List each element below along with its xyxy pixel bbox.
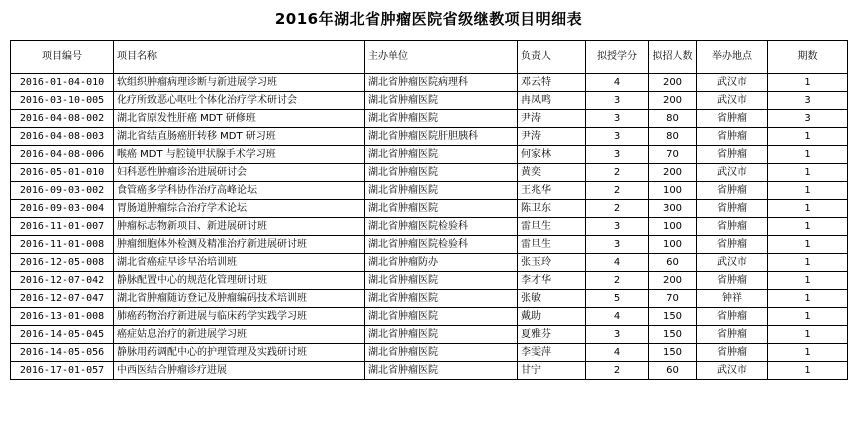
cell-owner: 王兆华 bbox=[518, 182, 586, 200]
cell-periods: 1 bbox=[768, 146, 848, 164]
table-row bbox=[11, 290, 848, 308]
cell-location: 省肿瘤 bbox=[697, 344, 768, 362]
cell-credits: 2 bbox=[586, 164, 649, 182]
cell-enroll: 150 bbox=[649, 326, 697, 344]
cell-credits: 3 bbox=[586, 110, 649, 128]
cell-name: 胃肠道肿瘤综合治疗学术论坛 bbox=[114, 200, 365, 218]
cell-host: 湖北省肿瘤医院病理科 bbox=[365, 74, 518, 92]
cell-location: 省肿瘤 bbox=[697, 236, 768, 254]
cell-code: 2016-17-01-057 bbox=[11, 362, 114, 380]
table-row bbox=[11, 128, 848, 146]
cell-code: 2016-03-10-005 bbox=[11, 92, 114, 110]
cell-periods: 1 bbox=[768, 362, 848, 380]
cell-host: 湖北省肿瘤医院 bbox=[365, 200, 518, 218]
cell-owner: 张玉玲 bbox=[518, 254, 586, 272]
header-location: 举办地点 bbox=[697, 41, 768, 74]
cell-host: 湖北省肿瘤医院检验科 bbox=[365, 218, 518, 236]
cell-location: 武汉市 bbox=[697, 92, 768, 110]
table-row bbox=[11, 344, 848, 362]
cell-name: 食管癌多学科协作治疗高峰论坛 bbox=[114, 182, 365, 200]
cell-location: 钟祥 bbox=[697, 290, 768, 308]
cell-code: 2016-12-05-008 bbox=[11, 254, 114, 272]
cell-periods: 3 bbox=[768, 92, 848, 110]
table-row bbox=[11, 146, 848, 164]
cell-name: 妇科恶性肿瘤诊治进展研讨会 bbox=[114, 164, 365, 182]
cell-credits: 3 bbox=[586, 128, 649, 146]
cell-enroll: 70 bbox=[649, 146, 697, 164]
cell-location: 省肿瘤 bbox=[697, 218, 768, 236]
cell-location: 武汉市 bbox=[697, 254, 768, 272]
cell-code: 2016-11-01-007 bbox=[11, 218, 114, 236]
cell-owner: 李雯萍 bbox=[518, 344, 586, 362]
table-row bbox=[11, 218, 848, 236]
cell-name: 化疗所致恶心呕吐个体化治疗学术研讨会 bbox=[114, 92, 365, 110]
cell-credits: 4 bbox=[586, 308, 649, 326]
table-row bbox=[11, 74, 848, 92]
page-title: 2016年湖北省肿瘤医院省级继教项目明细表 bbox=[274, 10, 583, 28]
cell-owner: 李才华 bbox=[518, 272, 586, 290]
cell-credits: 2 bbox=[586, 362, 649, 380]
cell-periods: 1 bbox=[768, 236, 848, 254]
cell-enroll: 60 bbox=[649, 254, 697, 272]
table-row bbox=[11, 272, 848, 290]
cell-code: 2016-14-05-045 bbox=[11, 326, 114, 344]
cell-periods: 1 bbox=[768, 182, 848, 200]
cell-name: 湖北省原发性肝癌 MDT 研修班 bbox=[114, 110, 365, 128]
cell-periods: 1 bbox=[768, 128, 848, 146]
cell-enroll: 100 bbox=[649, 182, 697, 200]
cell-host: 湖北省肿瘤防办 bbox=[365, 254, 518, 272]
table-row bbox=[11, 164, 848, 182]
table-row bbox=[11, 326, 848, 344]
cell-host: 湖北省肿瘤医院 bbox=[365, 272, 518, 290]
table-row bbox=[11, 92, 848, 110]
header-credits: 拟授学分 bbox=[586, 41, 649, 74]
cell-host: 湖北省肿瘤医院 bbox=[365, 326, 518, 344]
cell-credits: 2 bbox=[586, 200, 649, 218]
cell-code: 2016-04-08-006 bbox=[11, 146, 114, 164]
cell-owner: 何家林 bbox=[518, 146, 586, 164]
cell-credits: 4 bbox=[586, 74, 649, 92]
cell-credits: 3 bbox=[586, 146, 649, 164]
cell-periods: 1 bbox=[768, 290, 848, 308]
cell-owner: 雷旦生 bbox=[518, 236, 586, 254]
cell-name: 癌症姑息治疗的新进展学习班 bbox=[114, 326, 365, 344]
cell-credits: 4 bbox=[586, 254, 649, 272]
cell-owner: 戴助 bbox=[518, 308, 586, 326]
cell-host: 湖北省肿瘤医院 bbox=[365, 344, 518, 362]
cell-host: 湖北省肿瘤医院检验科 bbox=[365, 236, 518, 254]
cell-name: 肿瘤标志物新项目、新进展研讨班 bbox=[114, 218, 365, 236]
cell-credits: 3 bbox=[586, 326, 649, 344]
cell-credits: 4 bbox=[586, 344, 649, 362]
cell-code: 2016-14-05-056 bbox=[11, 344, 114, 362]
cell-name: 中西医结合肿瘤诊疗进展 bbox=[114, 362, 365, 380]
cell-location: 省肿瘤 bbox=[697, 308, 768, 326]
cell-owner: 黄奕 bbox=[518, 164, 586, 182]
cell-owner: 冉凤鸣 bbox=[518, 92, 586, 110]
cell-credits: 2 bbox=[586, 182, 649, 200]
cell-host: 湖北省肿瘤医院 bbox=[365, 362, 518, 380]
cell-credits: 3 bbox=[586, 236, 649, 254]
cell-periods: 1 bbox=[768, 308, 848, 326]
cell-enroll: 150 bbox=[649, 344, 697, 362]
cell-enroll: 150 bbox=[649, 308, 697, 326]
table-row bbox=[11, 110, 848, 128]
cell-periods: 1 bbox=[768, 326, 848, 344]
cell-enroll: 200 bbox=[649, 272, 697, 290]
cell-owner: 张敏 bbox=[518, 290, 586, 308]
cell-host: 湖北省肿瘤医院 bbox=[365, 164, 518, 182]
cell-host: 湖北省肿瘤医院 bbox=[365, 110, 518, 128]
cell-name: 软组织肿瘤病理诊断与新进展学习班 bbox=[114, 74, 365, 92]
cell-enroll: 200 bbox=[649, 92, 697, 110]
cell-periods: 1 bbox=[768, 344, 848, 362]
cell-periods: 1 bbox=[768, 74, 848, 92]
cell-code: 2016-04-08-003 bbox=[11, 128, 114, 146]
project-table bbox=[10, 40, 848, 380]
cell-name: 湖北省癌症早诊早治培训班 bbox=[114, 254, 365, 272]
cell-enroll: 80 bbox=[649, 110, 697, 128]
cell-name: 静脉配置中心的规范化管理研讨班 bbox=[114, 272, 365, 290]
cell-location: 省肿瘤 bbox=[697, 182, 768, 200]
cell-credits: 3 bbox=[586, 218, 649, 236]
cell-location: 武汉市 bbox=[697, 164, 768, 182]
cell-owner: 尹涛 bbox=[518, 110, 586, 128]
cell-periods: 1 bbox=[768, 200, 848, 218]
table-row bbox=[11, 362, 848, 380]
table-row bbox=[11, 200, 848, 218]
cell-credits: 2 bbox=[586, 272, 649, 290]
cell-host: 湖北省肿瘤医院 bbox=[365, 182, 518, 200]
cell-owner: 雷旦生 bbox=[518, 218, 586, 236]
cell-host: 湖北省肿瘤医院肝胆胰科 bbox=[365, 128, 518, 146]
cell-name: 喉癌 MDT 与腔镜甲状腺手术学习班 bbox=[114, 146, 365, 164]
cell-location: 武汉市 bbox=[697, 74, 768, 92]
table-row bbox=[11, 254, 848, 272]
cell-owner: 陈卫东 bbox=[518, 200, 586, 218]
cell-location: 省肿瘤 bbox=[697, 326, 768, 344]
cell-host: 湖北省肿瘤医院 bbox=[365, 92, 518, 110]
header-host: 主办单位 bbox=[365, 41, 518, 74]
cell-location: 武汉市 bbox=[697, 362, 768, 380]
header-enroll: 拟招人数 bbox=[649, 41, 697, 74]
cell-periods: 3 bbox=[768, 110, 848, 128]
cell-code: 2016-11-01-008 bbox=[11, 236, 114, 254]
cell-enroll: 200 bbox=[649, 74, 697, 92]
cell-code: 2016-01-04-010 bbox=[11, 74, 114, 92]
cell-enroll: 200 bbox=[649, 164, 697, 182]
cell-periods: 1 bbox=[768, 218, 848, 236]
table-row bbox=[11, 182, 848, 200]
cell-owner: 邓云特 bbox=[518, 74, 586, 92]
cell-enroll: 300 bbox=[649, 200, 697, 218]
cell-periods: 1 bbox=[768, 164, 848, 182]
cell-location: 省肿瘤 bbox=[697, 146, 768, 164]
cell-enroll: 100 bbox=[649, 236, 697, 254]
cell-owner: 尹涛 bbox=[518, 128, 586, 146]
header-owner: 负责人 bbox=[518, 41, 586, 74]
cell-credits: 3 bbox=[586, 92, 649, 110]
cell-location: 省肿瘤 bbox=[697, 200, 768, 218]
cell-location: 省肿瘤 bbox=[697, 110, 768, 128]
header-name: 项目名称 bbox=[114, 41, 365, 74]
cell-code: 2016-13-01-008 bbox=[11, 308, 114, 326]
cell-owner: 夏雅芬 bbox=[518, 326, 586, 344]
table-row bbox=[11, 308, 848, 326]
cell-periods: 1 bbox=[768, 272, 848, 290]
cell-code: 2016-09-03-002 bbox=[11, 182, 114, 200]
table-header-row bbox=[11, 41, 848, 74]
cell-enroll: 70 bbox=[649, 290, 697, 308]
table-row bbox=[11, 236, 848, 254]
cell-enroll: 80 bbox=[649, 128, 697, 146]
cell-code: 2016-12-07-047 bbox=[11, 290, 114, 308]
cell-host: 湖北省肿瘤医院 bbox=[365, 290, 518, 308]
cell-name: 湖北省结直肠癌肝转移 MDT 研习班 bbox=[114, 128, 365, 146]
cell-code: 2016-04-08-002 bbox=[11, 110, 114, 128]
cell-location: 省肿瘤 bbox=[697, 128, 768, 146]
header-periods: 期数 bbox=[768, 41, 848, 74]
cell-periods: 1 bbox=[768, 254, 848, 272]
cell-name: 肺癌药物治疗新进展与临床药学实践学习班 bbox=[114, 308, 365, 326]
cell-enroll: 60 bbox=[649, 362, 697, 380]
cell-name: 静脉用药调配中心的护理管理及实践研讨班 bbox=[114, 344, 365, 362]
cell-credits: 5 bbox=[586, 290, 649, 308]
cell-code: 2016-05-01-010 bbox=[11, 164, 114, 182]
table-body bbox=[11, 74, 848, 380]
cell-code: 2016-09-03-004 bbox=[11, 200, 114, 218]
header-code: 项目编号 bbox=[11, 41, 114, 74]
cell-name: 湖北省肿瘤随访登记及肿瘤编码技术培训班 bbox=[114, 290, 365, 308]
cell-owner: 甘宁 bbox=[518, 362, 586, 380]
cell-code: 2016-12-07-042 bbox=[11, 272, 114, 290]
cell-host: 湖北省肿瘤医院 bbox=[365, 308, 518, 326]
cell-enroll: 100 bbox=[649, 218, 697, 236]
cell-name: 肿瘤细胞体外检测及精准治疗新进展研讨班 bbox=[114, 236, 365, 254]
cell-location: 省肿瘤 bbox=[697, 272, 768, 290]
cell-host: 湖北省肿瘤医院 bbox=[365, 146, 518, 164]
